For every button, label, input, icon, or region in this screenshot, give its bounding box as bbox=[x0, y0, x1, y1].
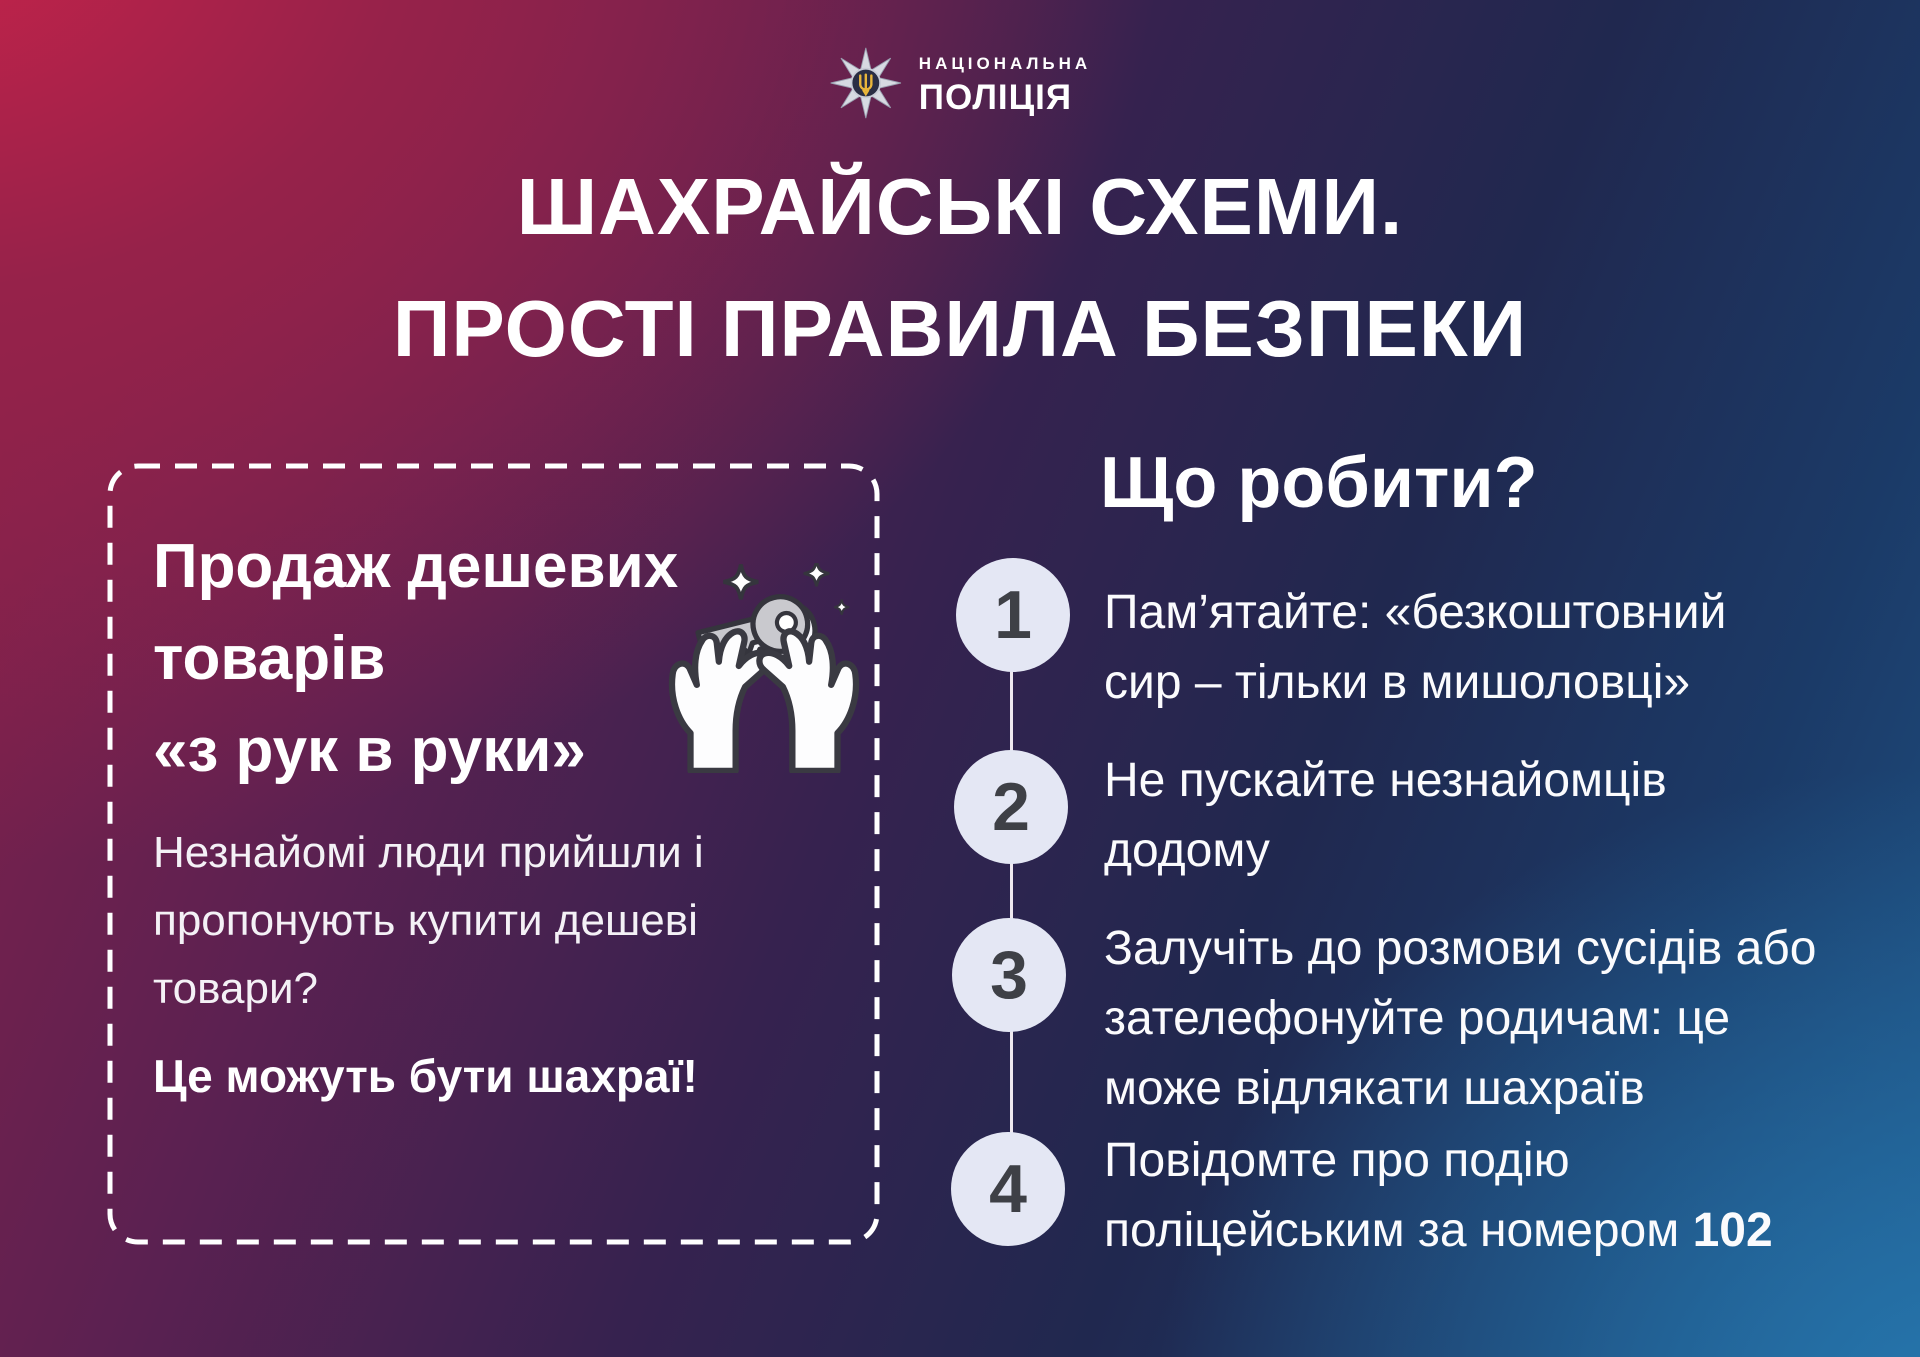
police-star-badge-icon bbox=[829, 46, 903, 125]
step-3-text: Залучіть до розмови сусідів або зателефонуйте родичам: це може відлякати шахраїв bbox=[1104, 922, 1817, 1115]
step-number-badge: 3 bbox=[952, 918, 1066, 1032]
key-in-hands-icon bbox=[659, 563, 869, 773]
emergency-number: 102 bbox=[1692, 1204, 1773, 1257]
org-name-line2: ПОЛІЦІЯ bbox=[918, 77, 1073, 117]
org-name-line1: НАЦІОНАЛЬНА bbox=[918, 53, 1092, 73]
step-4-text: Повідомте про подію поліцейським за номером 102 bbox=[1104, 1134, 1773, 1257]
scheme-card-question: Незнайомі люди прийшли і пропонують купити дешеві товари? bbox=[153, 828, 704, 1013]
step-1-text: Пам’ятайте: «безкоштовний сир – тільки в мишоловці» bbox=[1104, 586, 1727, 709]
page-title bbox=[0, 146, 1920, 390]
step-4-line2-text: поліцейським за номером bbox=[1104, 1204, 1693, 1257]
step-number-badge: 2 bbox=[954, 750, 1068, 864]
step-number-badge: 1 bbox=[956, 558, 1070, 672]
scheme-card-warning: Це можуть бути шахраї! bbox=[153, 1050, 698, 1102]
page-title-line1: ШАХРАЙСЬКІ СХЕМИ. bbox=[516, 162, 1404, 251]
what-to-do-heading: Що робити? bbox=[1100, 443, 1538, 523]
page-title-line2: ПРОСТІ ПРАВИЛА БЕЗПЕКИ bbox=[392, 284, 1528, 373]
national-police-logo bbox=[829, 46, 1091, 125]
step-2-text: Не пускайте незнайомців додому bbox=[1104, 754, 1667, 877]
steps-connector-line bbox=[1010, 615, 1013, 1190]
scheme-card-heading: Продаж дешевих товарів «з рук в руки» bbox=[153, 532, 679, 785]
step-number-badge: 4 bbox=[951, 1132, 1065, 1246]
fraud-scheme-card bbox=[107, 463, 880, 1245]
